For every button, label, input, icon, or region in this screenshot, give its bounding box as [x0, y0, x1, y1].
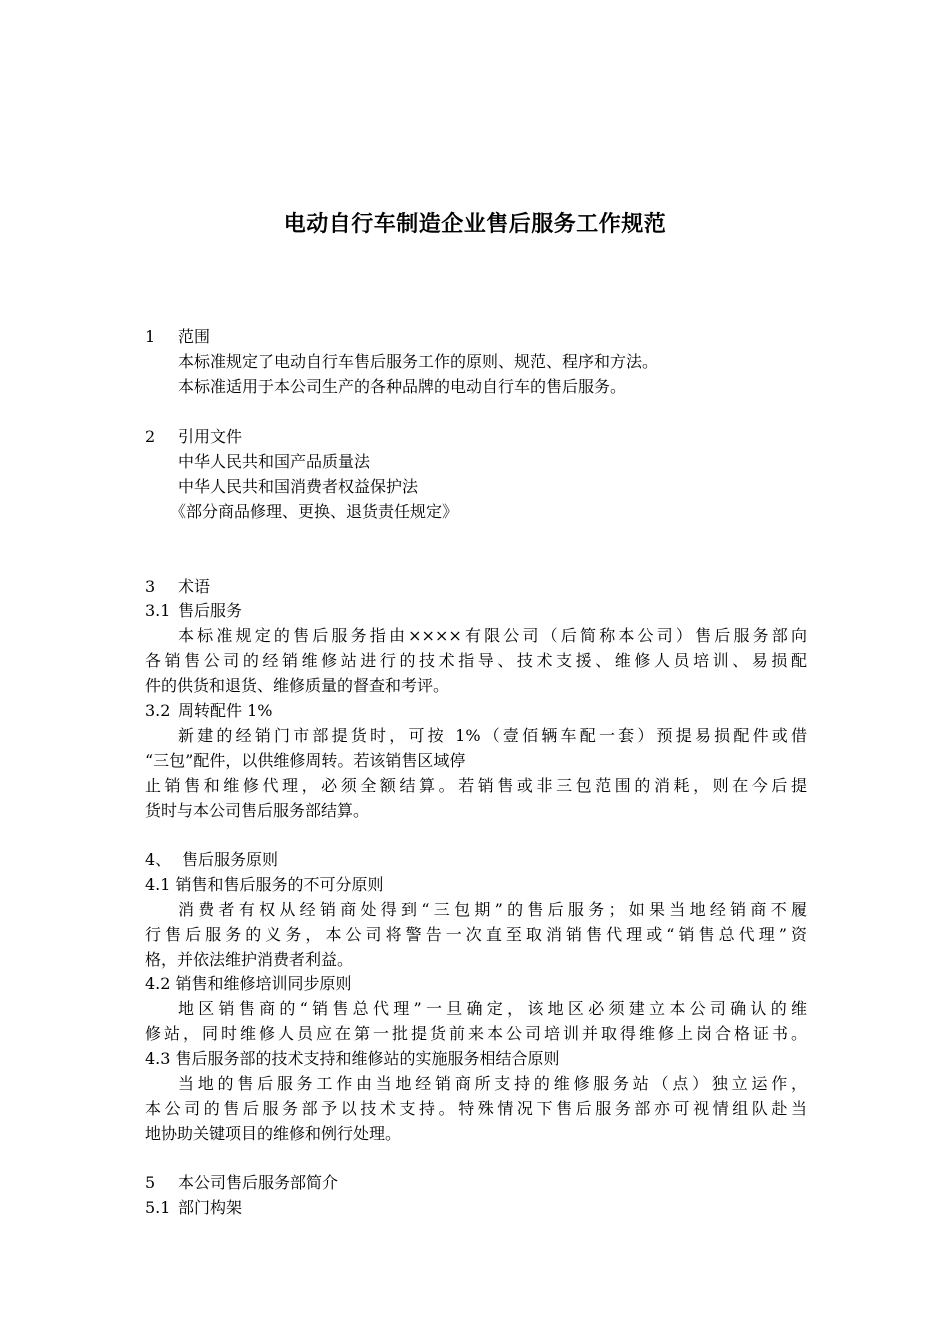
section-title: 范围 — [178, 327, 211, 346]
section-title: 售后服务原则 — [182, 850, 279, 869]
subsection-number: 3.1 — [145, 601, 171, 620]
paragraph-line: 消费者有权从经销商处得到“三包期”的售后服务；如果当地经销商不履 — [178, 900, 807, 919]
section-number: 4、 — [145, 850, 172, 869]
section-number: 1 — [145, 327, 156, 346]
reference-item: 《部分商品修理、更换、退货责任规定》 — [170, 502, 459, 521]
section-number: 2 — [145, 427, 156, 446]
paragraph-line: 地协助关键项目的维修和例行处理。 — [145, 1124, 402, 1143]
paragraph-line: 货时与本公司售后服务部结算。 — [145, 801, 370, 820]
paragraph-line: 各销售公司的经销维修站进行的技术指导、技术支援、维修人员培训、易损配 — [145, 651, 807, 670]
paragraph-line: 地区销售商的“销售总代理”一旦确定，该地区必须建立本公司确认的维 — [178, 999, 807, 1018]
subsection-4-3-heading: 4.3 售后服务部的技术支持和维修站的实施服务相结合原则 — [145, 1049, 560, 1068]
paragraph-line: 修站，同时维修人员应在第一批提货前来本公司培训并取得维修上岗合格证书。 — [145, 1024, 807, 1043]
section-title: 本公司售后服务部简介 — [178, 1173, 339, 1192]
section-title: 术语 — [178, 577, 211, 596]
paragraph-line: 止销售和维修代理，必须全额结算。若销售或非三包范围的消耗，则在今后提 — [145, 776, 807, 795]
subsection-title: 周转配件 1% — [178, 701, 273, 720]
section-3-heading — [145, 575, 807, 599]
section-1-paragraph-2: 本标准适用于本公司生产的各种品牌的电动自行车的售后服务。 — [178, 377, 627, 396]
subsection-number: 5.1 — [145, 1198, 171, 1217]
paragraph-line: “三包”配件，以供维修周转。若该销售区域停 — [145, 751, 466, 770]
section-4-heading — [145, 848, 807, 872]
reference-item: 中华人民共和国消费者权益保护法 — [178, 477, 419, 496]
subsection-3-2-heading — [145, 699, 807, 723]
section-1-paragraph-1: 本标准规定了电动自行车售后服务工作的原则、规范、程序和方法。 — [178, 352, 659, 371]
paragraph-line: 本标准规定的售后服务指由××××有限公司（后简称本公司）售后服务部向 — [178, 626, 807, 645]
section-number: 3 — [145, 577, 156, 596]
section-2-heading — [145, 425, 807, 449]
section-5-heading — [145, 1171, 807, 1195]
subsection-title: 售后服务 — [178, 601, 243, 620]
reference-item: 中华人民共和国产品质量法 — [178, 452, 371, 471]
section-title: 引用文件 — [178, 427, 243, 446]
section-number: 5 — [145, 1173, 156, 1192]
subsection-number: 3.2 — [145, 701, 171, 720]
subsection-title: 部门构架 — [178, 1198, 243, 1217]
subsection-4-1-heading: 4.1 销售和售后服务的不可分原则 — [145, 875, 384, 894]
paragraph-line: 行售后服务的义务，本公司将警告一次直至取消销售代理或“销售总代理”资 — [145, 925, 807, 944]
section-1-heading — [145, 325, 807, 349]
subsection-4-2-heading: 4.2 销售和维修培训同步原则 — [145, 974, 352, 993]
subsection-5-1-heading — [145, 1196, 807, 1220]
paragraph-line: 当地的售后服务工作由当地经销商所支持的维修服务站（点）独立运作， — [178, 1074, 807, 1093]
paragraph-line: 件的供货和退货、维修质量的督查和考评。 — [145, 676, 450, 695]
paragraph-line: 新建的经销门市部提货时，可按 1%（壹佰辆车配一套）预提易损配件或借 — [178, 726, 807, 745]
subsection-3-1-heading — [145, 599, 807, 623]
document-title: 电动自行车制造企业售后服务工作规范 — [283, 212, 667, 237]
paragraph-line: 格，并依法维护消费者利益。 — [145, 950, 354, 969]
paragraph-line: 本公司的售后服务部予以技术支持。特殊情况下售后服务部亦可视情组队赴当 — [145, 1099, 807, 1118]
